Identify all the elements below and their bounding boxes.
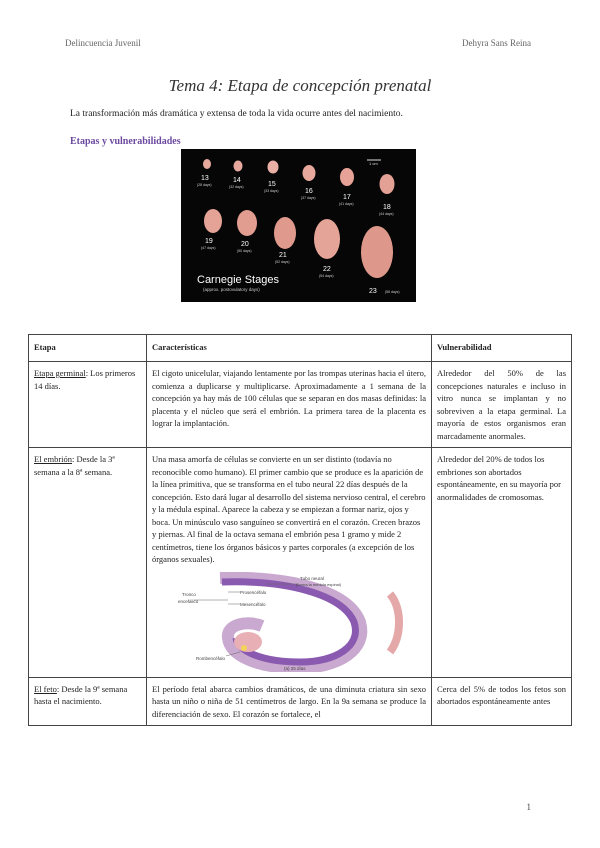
stages-table xyxy=(28,334,572,726)
embryo-21 xyxy=(274,217,296,249)
stage-name: El feto xyxy=(34,683,57,694)
stage-23-number: 23 xyxy=(369,288,377,295)
stage-15-number: 15 xyxy=(268,181,276,188)
stage-desc: : Desde la 9ª semana hasta el nacimiento. xyxy=(34,683,128,706)
stage-name: El embrión xyxy=(34,454,73,464)
embryo-19 xyxy=(204,209,222,233)
stage-19-days: (47 days) xyxy=(201,246,216,250)
page-number: 1 xyxy=(526,802,531,812)
label-forebrain: Prosencéfalo xyxy=(240,589,267,595)
stage-20-days: (50 days) xyxy=(237,249,252,253)
page-title: Tema 4: Etapa de concepción prenatal xyxy=(168,76,432,95)
stage-18-number: 18 xyxy=(383,204,391,211)
stage-13-days: (28 days) xyxy=(197,183,212,187)
table-row xyxy=(29,448,572,678)
embryo-22 xyxy=(314,219,340,259)
stage-14-number: 14 xyxy=(233,177,241,184)
label-hindbrain: Rombencéfalo xyxy=(196,655,226,661)
embryo-13 xyxy=(203,159,211,169)
label-neural-tube: Tubo neural xyxy=(300,575,324,581)
stage-19-number: 19 xyxy=(205,238,213,245)
vulnerability-cell: Alrededor del 50% de las concepciones naturales e incluso in vitro nunca se implantan y no sobreviven a la etapa germinal. La mayoría de estos organismos eran marcadamente anormales. xyxy=(432,362,572,448)
stage-22-number: 22 xyxy=(323,266,331,273)
stage-20-number: 20 xyxy=(241,241,249,248)
embryo-16 xyxy=(303,165,316,181)
stage-14-days: (32 days) xyxy=(229,185,244,189)
embryo-14 xyxy=(234,161,243,172)
characteristics-cell: El cigoto unicelular, viajando lentamente por las trompas uterinas hacia el útero, comienza a duplicarse y multiplicarse. Aproximadamente a 1 semana de la concepción ya hay más de 100 células que se separan en dos masas definidas: la placenta y el núcleo que será el embrión. La primera tarea de la placenta es lograr la implantación. xyxy=(147,362,432,448)
stage-13-number: 13 xyxy=(201,175,209,182)
header-vulnerability: Vulnerabilidad xyxy=(432,335,572,362)
stage-21-number: 21 xyxy=(279,252,287,259)
stage-16-number: 16 xyxy=(305,188,313,195)
stage-16-days: (37 days) xyxy=(301,196,316,200)
stage-name: Etapa germinal xyxy=(34,368,86,378)
vulnerability-cell: Alrededor del 20% de todos los embriones son abortados espontáneamente, en su mayoría por anormalidades de cromosomas. xyxy=(432,448,572,678)
scale-label: 1 cm xyxy=(369,161,378,166)
label-brainstem-1: Tronco xyxy=(182,591,196,597)
intro-paragraph: La transformación más dramática y extensa de toda la vida ocurre antes del nacimiento. xyxy=(70,109,403,119)
carnegie-subcaption: (approx. postovulatory days) xyxy=(203,287,260,292)
embryo-18 xyxy=(380,174,395,194)
yolk-dot xyxy=(241,645,247,651)
stage-17-number: 17 xyxy=(343,194,351,201)
heart-bulge xyxy=(234,632,262,652)
stage-21-days: (52 days) xyxy=(275,260,290,264)
embryo-23 xyxy=(361,226,393,278)
table-row xyxy=(29,362,572,448)
stage-18-days: (44 days) xyxy=(379,212,394,216)
stage-cell xyxy=(29,677,147,726)
table-header-row xyxy=(29,335,572,362)
carnegie-caption: Carnegie Stages xyxy=(197,274,279,286)
header-characteristics: Características xyxy=(147,335,432,362)
embryo-17 xyxy=(340,168,354,186)
label-midbrain: Mesencéfalo xyxy=(240,601,266,607)
header-right: Dehyra Sans Reina xyxy=(462,38,531,48)
stage-cell xyxy=(29,362,147,448)
section-title: Etapas y vulnerabilidades xyxy=(70,136,181,147)
stage-22-days: (54 days) xyxy=(319,274,334,278)
adjacent-embryo xyxy=(390,594,399,652)
characteristics-cell xyxy=(147,448,432,678)
embryo-20 xyxy=(237,210,257,236)
vulnerability-cell: Cerca del 5% de todos los fetos son abortados espontáneamente antes xyxy=(432,677,572,726)
table-row xyxy=(29,677,572,726)
stage-23-days: (56 days) xyxy=(385,290,400,294)
characteristics-text: Una masa amorfa de células se convierte en un ser distinto (todavía no reconocible como humano). El primer cambio que se produce es la aparición de la línea primitiva, que se transforma en el tubo neural 22 días después de la concepción. Esto dará lugar al desarrollo del sistema nervioso central, el cerebro y la médula espinal. Aparece la cabeza y se empiezan a formar nariz, ojos y boca. Un minúsculo vaso sanguíneo se convertirá en el corazón. Crecen brazos y piernas. Al final de la octava semana el embrión pesa 1 gramo y mide 2 centímetros, tiene los órganos básicos y partes corporales (a excepción de los órganos sexuales). xyxy=(152,454,426,564)
label-brainstem-2: encefálico xyxy=(178,598,199,604)
label-neural-tube-sub: (forma la médula espinal) xyxy=(296,581,342,587)
embryo-stages-image xyxy=(181,149,416,302)
stage-desc: : Desde la 3ª semana a la 8ª semana. xyxy=(34,454,115,477)
stage-15-days: (33 days) xyxy=(264,189,279,193)
stage-17-days: (41 days) xyxy=(339,202,354,206)
embryo-15 xyxy=(268,161,279,174)
header-left: Delincuencia Juvenil xyxy=(65,38,141,48)
characteristics-cell: El período fetal abarca cambios dramáticos, de una diminuta criatura sin sexo hasta un niño o niña de 51 centímetros de largo. En la 9a semana se produce la diferenciación de sexo. El corazón se fortalece, el xyxy=(147,677,432,726)
neural-tube-figure xyxy=(178,572,404,672)
stage-cell xyxy=(29,448,147,678)
stage-desc: : Los primeros 14 días. xyxy=(34,368,136,391)
figure-caption: (a) 25 días xyxy=(284,665,306,671)
header-stage: Etapa xyxy=(29,335,147,362)
